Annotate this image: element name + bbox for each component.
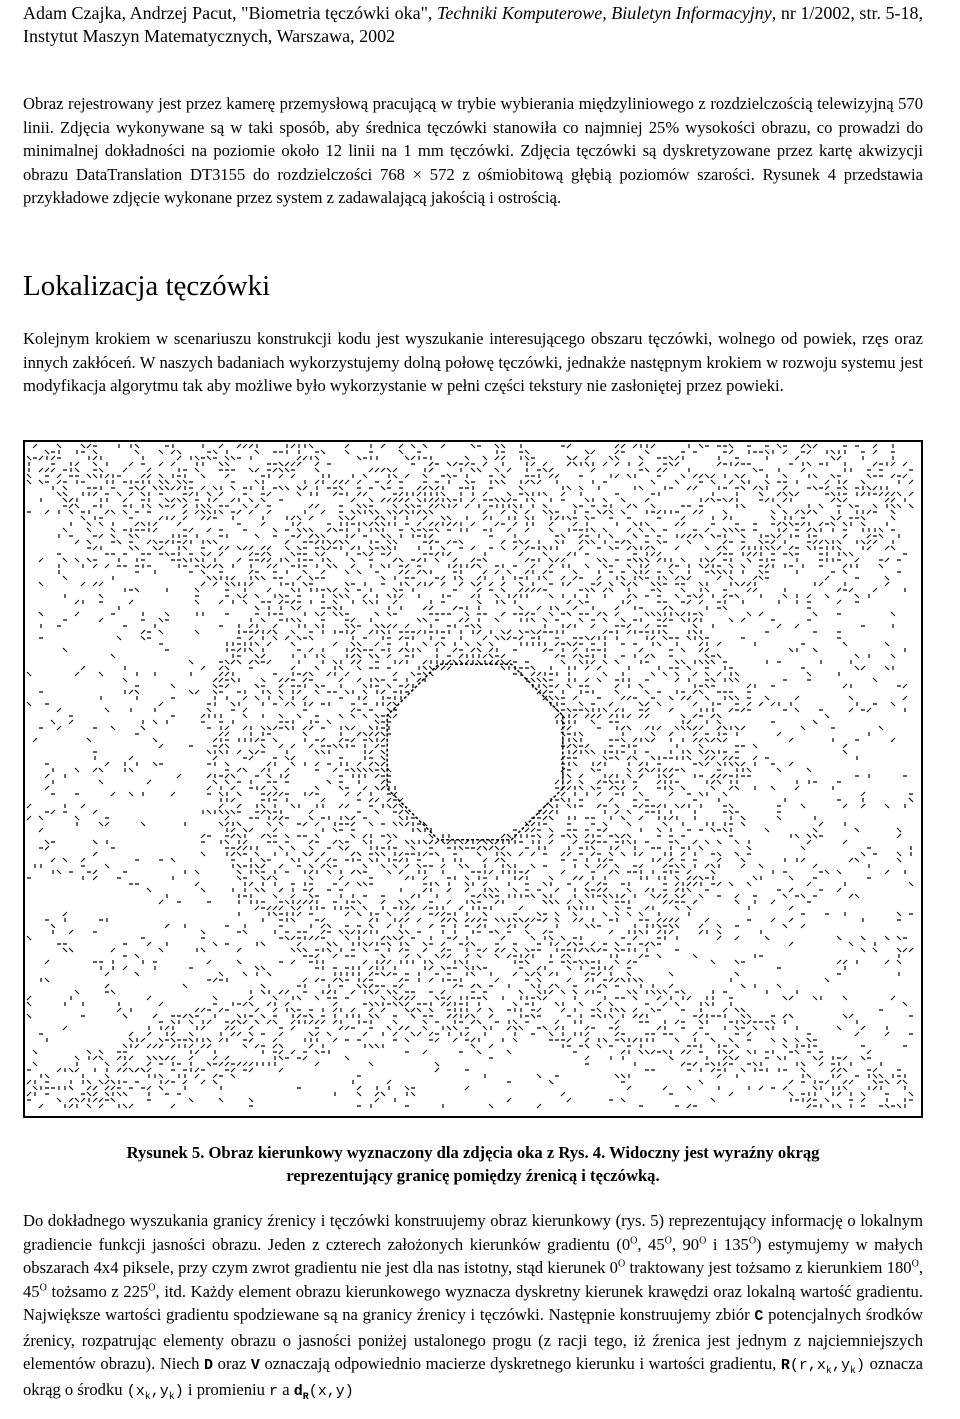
caption-line-1: Rysunek 5. Obraz kierunkowy wyznaczony dla zdjęcia oka z Rys. 4. Widoczny jest wyraźny okrąg xyxy=(126,1143,820,1162)
paragraph-camera: Obraz rejestrowany jest przez kamerę przemysłową pracującą w trybie wybierania międzyliniowego z rozdzielczością telewizyjną 570 linii. Zdjęcia wykonywane są w taki sposób, aby średnica tęczówki stanowiła co najmniej 25% wysokości obrazu, co prowadzi do minimalnej dokładności na poziomie około 12 linii na 1 mm tęczówki. Zdjęcia tęczówki są dyskretyzowane przez kartę akwizycji obrazu DataTranslation DT3155 do rozdzielczości 768 × 572 z ośmiobitową głębią poziomów szarości. Rysunek 4 przedstawia przykładowe zdjęcie wykonane przez system z zadawalającą jakością i ostrością. xyxy=(23,94,923,207)
edge-direction-image xyxy=(25,442,921,1116)
symbol-D: D xyxy=(204,1357,214,1374)
caption-line-2: reprezentujący granicę pomiędzy źrenicą i tęczówką. xyxy=(286,1166,660,1185)
symbol-center: $(x_k,y_k)$ xyxy=(126,1382,184,1403)
paragraph-gradient: Do dokładnego wyszukania granicy źrenicy i tęczówki konstruujemy obraz kierunkowy (rys. 5) reprezentujący informację o lokalnym gradiencie funkcji jasności obrazu. Jeden z czterech założonych kierunków gradientu ($0^O$, $45^O$, $90^O$ i $135^O$) estymujemy w małych obszarach 4x4 piksele, przy czym zwrot gradientu nie jest dla nas istotny, stąd kierunek $0^O$ traktowany jest tożsamo z kierunkiem $180^O$, $45^O$ tożsamo z $225^O$, itd. Każdy element obrazu kierunkowego wyznacza dyskretny kierunek krawędzi oraz lokalną wartość gradientu. Największe wartości gradientu spodziewane są na granicy źrenicy i tęczówki. Następnie konstruujemy zbiór C potencjalnych środków źrenicy, rozpatrując elementy obrazu o jasności poniżej ustalonego progu (z racji tego, iż źrenica jest jednym z najciemniejszych elementów obrazu). Niech D oraz V oznaczają odpowiednio macierze dyskretnego kierunku i wartości gradientu, $R(r,x_k,y_k)$ oznacza okrąg o środku $(x_k,y_k)$ i promieniu r a $d_R(x,y)$ xyxy=(23,1211,924,1403)
figure-caption xyxy=(23,1141,923,1187)
symbol-dR: $d_R(x,y)$ xyxy=(293,1382,354,1403)
citation-journal: Techniki Komputerowe, Biuletyn Informacyjny xyxy=(436,3,772,23)
pupil-boundary xyxy=(387,664,563,840)
symbol-r: r xyxy=(269,1382,279,1400)
citation-rest: , nr 1/2002, str. 5-18, Instytut Maszyn Matematycznych, Warszawa, 2002 xyxy=(23,3,923,46)
citation-authors: Adam Czajka, Andrzej Pacut, "Biometria tęczówki oka", xyxy=(23,3,437,23)
symbol-V: V xyxy=(250,1357,260,1374)
symbol-C: C xyxy=(754,1308,764,1325)
citation-header xyxy=(23,2,923,48)
symbol-R-circle: $R(r,x_k,y_k)$ xyxy=(780,1357,865,1377)
figure-direction-image xyxy=(23,440,923,1118)
edge-marks xyxy=(27,444,913,1108)
section-title: Lokalizacja tęczówki xyxy=(23,270,271,302)
paragraph-localization: Kolejnym krokiem w scenariuszu konstrukcji kodu jest wyszukanie interesującego obszaru tęczówki, wolnego od powiek, rzęs oraz innych zakłóceń. W naszych badaniach wykorzystujemy dolną połowę tęczówki, jednakże następnym krokiem w rozwoju systemu jest modyfikacja algorytmu tak aby możliwe było wykorzystanie w pełni części tekstury nie zasłoniętej przez powieki. xyxy=(23,329,923,395)
